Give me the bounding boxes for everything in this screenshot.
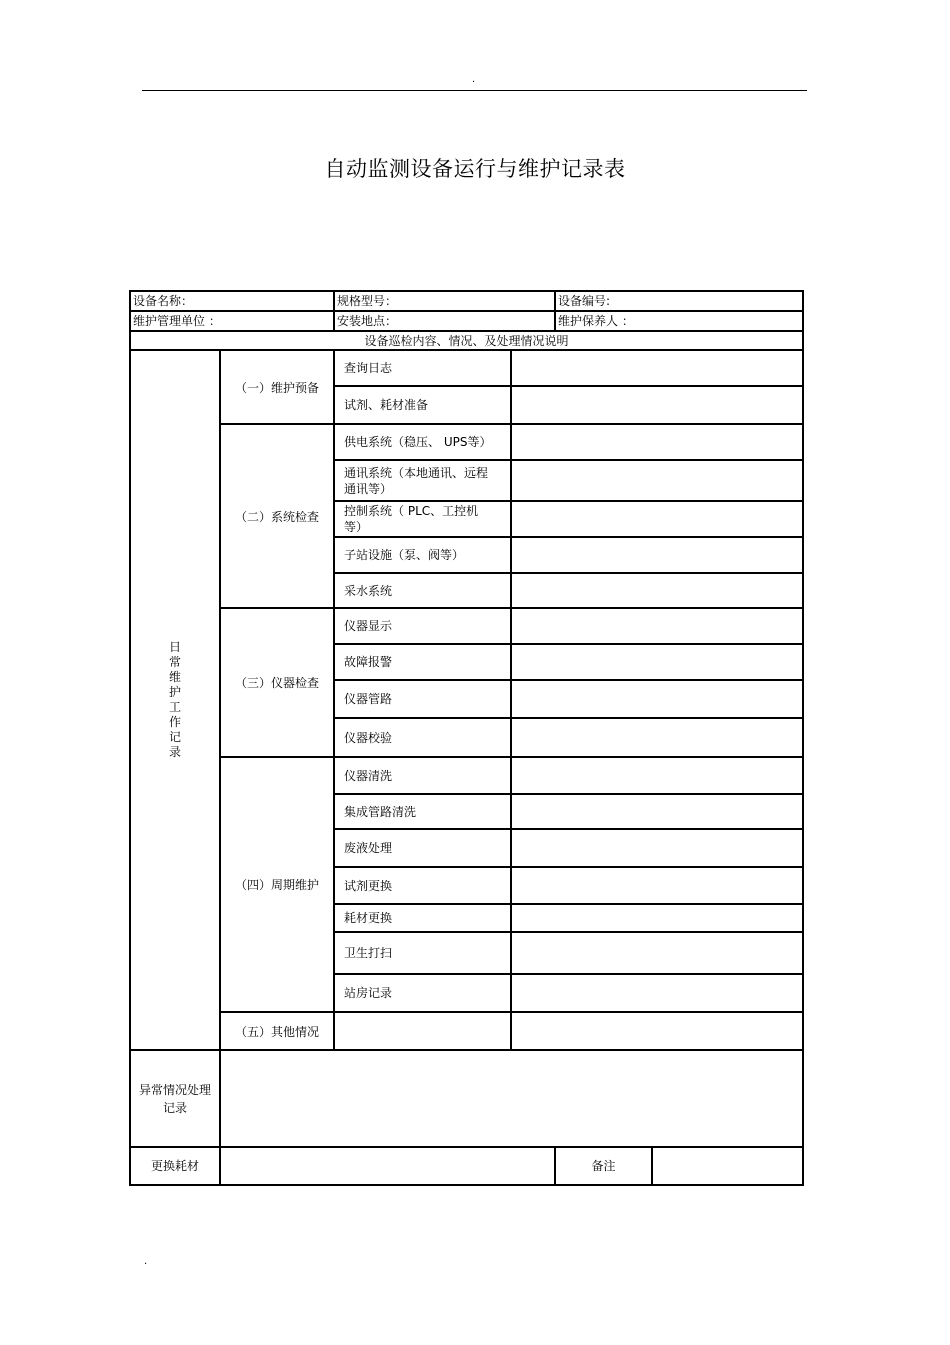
check-item: 仪器显示 [334,608,511,644]
check-item: 通讯系统（本地通讯、远程通讯等） [334,460,511,501]
page-title: 自动监测设备运行与维护记录表 [324,157,626,181]
note-cell[interactable] [511,644,803,680]
note-cell[interactable] [511,608,803,644]
note-cell[interactable] [511,501,803,537]
section-name: （三）仪器检查 [220,608,334,757]
check-item: 试剂更换 [334,867,511,904]
replace-field[interactable] [220,1147,555,1185]
check-item: 控制系统（ PLC、工控机等） [334,501,511,537]
note-cell[interactable] [511,350,803,386]
check-item: 废液处理 [334,829,511,867]
note-cell[interactable] [511,757,803,794]
note-cell[interactable] [511,460,803,501]
check-item: 卫生打扫 [334,932,511,974]
check-item: 试剂、耗材准备 [334,386,511,424]
note-cell[interactable] [511,680,803,718]
check-item: 故障报警 [334,644,511,680]
info-row-1 [130,291,803,311]
section-name: （五）其他情况 [220,1012,334,1050]
note-cell[interactable] [511,974,803,1012]
equipment-no-field[interactable]: 设备编号: [555,291,803,311]
content-header: 设备巡检内容、情况、及处理情况说明 [130,331,803,350]
check-item: 子站设施（泵、阀等） [334,537,511,573]
check-item: 仪器校验 [334,718,511,757]
table-row [130,757,803,794]
note-cell[interactable] [511,867,803,904]
abnormal-label: 异常情况处理记录 [130,1050,220,1147]
content-header-row [130,331,803,350]
info-row-2 [130,311,803,331]
check-item: 查询日志 [334,350,511,386]
note-cell[interactable] [511,573,803,608]
check-item: 集成管路清洗 [334,794,511,829]
note-cell[interactable] [511,537,803,573]
daily-record-label: 日常维护工作记录 [130,350,220,1050]
header-dot: . [472,74,476,85]
note-cell[interactable] [511,904,803,932]
check-item: 站房记录 [334,974,511,1012]
maint-person-field[interactable]: 维护保养人 ： [555,311,803,331]
table-row [130,350,803,386]
check-item: 采水系统 [334,573,511,608]
spec-model-field[interactable]: 规格型号： [334,291,555,311]
section-name: （二）系统检查 [220,424,334,608]
table-row [130,608,803,644]
table-row [130,424,803,460]
record-table [129,290,804,1186]
remark-field[interactable] [652,1147,803,1185]
maint-unit-field[interactable]: 维护管理单位 ： [130,311,334,331]
replace-label: 更换耗材 [130,1147,220,1185]
note-cell[interactable] [511,718,803,757]
equipment-name-field[interactable]: 设备名称： [130,291,334,311]
note-cell[interactable] [511,794,803,829]
abnormal-row [130,1050,803,1147]
note-cell[interactable] [511,424,803,460]
remark-label: 备注 [555,1147,652,1185]
replace-row [130,1147,803,1185]
note-cell[interactable] [511,1012,803,1050]
note-cell[interactable] [511,829,803,867]
note-cell[interactable] [511,932,803,974]
section-name: （四）周期维护 [220,757,334,1012]
footer-dot: . [144,1256,148,1267]
check-item: 耗材更换 [334,904,511,932]
record-form [129,290,802,1190]
section-name: （一）维护预备 [220,350,334,424]
check-item[interactable] [334,1012,511,1050]
check-item: 仪器管路 [334,680,511,718]
check-item: 仪器清洗 [334,757,511,794]
abnormal-record-field[interactable] [220,1050,803,1147]
check-item: 供电系统（稳压、 UPS等） [334,424,511,460]
note-cell[interactable] [511,386,803,424]
table-row [130,1012,803,1050]
install-site-field[interactable]: 安装地点： [334,311,555,331]
header-rule [142,90,807,91]
